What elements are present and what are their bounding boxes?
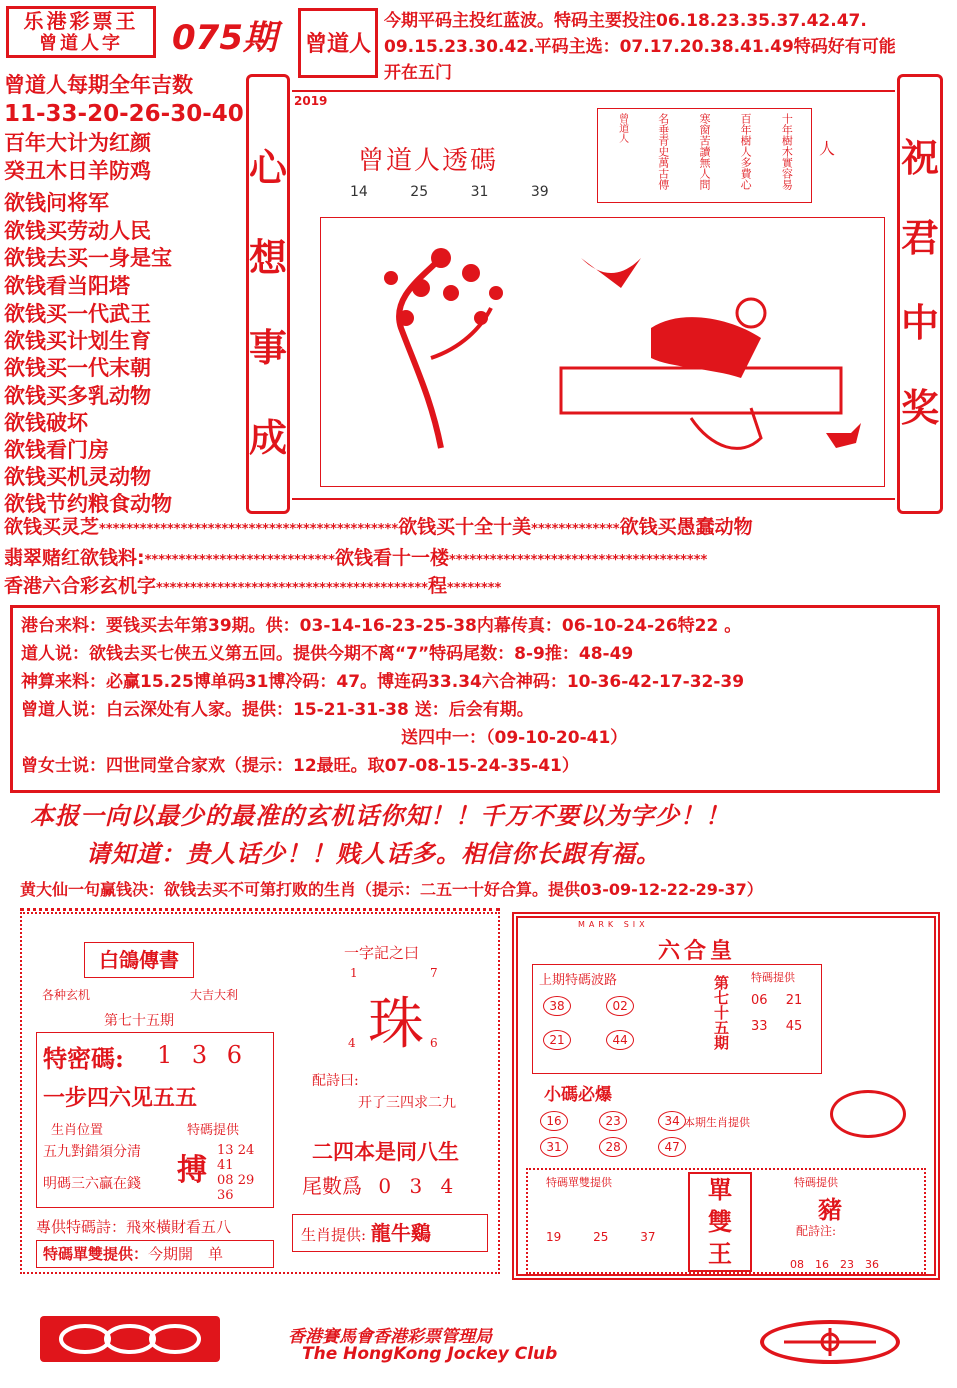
bl-zodiac-hint: 特碼提供	[187, 1123, 240, 1138]
info-text: 送四中一：（09-10-20-41）	[401, 728, 628, 748]
top-text-line-3: 开在五门	[384, 63, 452, 83]
br-sd-label: 特碼單雙提供	[546, 1176, 612, 1189]
bl-grid-num: 36	[217, 1188, 234, 1203]
left-line-1: 曾道人每期全年吉数	[4, 73, 193, 97]
logo	[6, 6, 156, 58]
long-line-1	[4, 513, 753, 544]
bl-grid-num: 29	[237, 1173, 255, 1188]
br-last-row-1	[539, 995, 638, 1016]
br-bottom-nums: 08 16 23 36	[790, 1258, 879, 1271]
footer-left-logo	[40, 1316, 220, 1362]
poem-col-4: 名垂青史萬古傳	[656, 113, 670, 190]
long-line-1-a: 欲钱买灵芝	[4, 516, 100, 538]
scroll-right-char-3: 中	[900, 300, 939, 345]
bm-poem-label: 配詩曰:	[312, 1073, 359, 1089]
long-line-3-stars: ****************************************	[156, 581, 428, 596]
footer-english: The HongKong Jockey Club	[302, 1344, 558, 1364]
br-sd-val: 25	[593, 1230, 609, 1244]
bl-grid-row-2	[217, 1173, 273, 1203]
bl-grid-num: 24	[237, 1143, 255, 1158]
br-small-row-1	[536, 1110, 690, 1131]
long-line-3-stars-2: ********	[446, 581, 502, 596]
scroll-paper	[292, 90, 895, 500]
long-line-1-b: 欲钱买十全十美	[398, 516, 532, 538]
scroll-right-char-4: 奖	[900, 385, 939, 430]
br-special-row-1	[751, 993, 802, 1008]
scroll-left-char-2: 想	[248, 235, 287, 280]
br-last-circle: 38	[543, 996, 571, 1016]
scroll-right-rod	[897, 74, 943, 514]
info-text: 要钱买去年第39期。供：03-14-16-23-25-38内幕传真：06-10-24-26特22 。	[106, 616, 742, 636]
top-text-line-1: 今期平码主投红蓝波。特码主要投注06.18.23.35.37.42.47.	[384, 11, 867, 31]
bl-grid-num: 13	[217, 1143, 234, 1158]
bm-corner-1: 1	[350, 966, 358, 980]
info-label: 曾道人说：	[21, 700, 106, 720]
bl-sd-label: 特碼單雙提供：	[43, 1245, 149, 1263]
left-line-9: 欲钱买一代武王	[4, 302, 151, 326]
bm-tail	[302, 1170, 459, 1199]
br-right-label: 特碼提供	[794, 1176, 838, 1189]
bm-title: 一字記之曰	[344, 944, 420, 962]
br-sd-val: 19	[546, 1230, 562, 1244]
bl-grid-row-1	[217, 1143, 273, 1173]
bl-grid-num: 41	[217, 1158, 234, 1173]
bl-sd-value: 今期開 单	[148, 1245, 224, 1263]
scroll-title: 曾道人透碼	[358, 146, 499, 176]
info-line-3	[21, 668, 929, 696]
br-issue: 第七十五期	[712, 975, 730, 1050]
info-line-5	[21, 724, 929, 752]
info-text: 白云深处有人家。提供：15-21-31-38 送：后会有期。	[106, 700, 534, 720]
br-small-circle: 16	[540, 1111, 568, 1131]
long-line-1-stars-2: *************	[531, 522, 620, 537]
scroll-numbers	[350, 184, 549, 200]
bm-poem: 开了三四求二九	[358, 1095, 456, 1111]
long-line-2	[4, 544, 707, 575]
scroll-number: 31	[470, 184, 489, 200]
left-line-12: 欲钱买多乳动物	[4, 384, 151, 408]
poem-box	[597, 108, 812, 203]
br-big-title-1: 單	[708, 1175, 732, 1204]
slogan-2: 请知道：贵人话少！！贱人话多。相信你长跟有福。	[86, 839, 661, 868]
scroll-number: 39	[530, 184, 549, 200]
scroll-left-char-3: 事	[248, 325, 287, 370]
left-line-16: 欲钱节约粮食动物	[4, 492, 172, 516]
bm-tail-value: 0 3 4	[378, 1174, 460, 1198]
bl-sub-left: 各种玄机	[42, 988, 91, 1002]
br-last-circle: 02	[606, 996, 634, 1016]
bm-corner-2: 7	[430, 966, 438, 980]
br-mark-strip: MARK SIX	[578, 920, 649, 929]
left-line-15: 欲钱买机灵动物	[4, 465, 151, 489]
left-line-11: 欲钱买一代末朝	[4, 356, 151, 380]
left-line-3: 百年大计为红颜	[4, 131, 151, 155]
painting-illustration	[321, 218, 884, 486]
left-line-13: 欲钱破坏	[4, 411, 88, 435]
br-special-num: 45	[785, 1019, 803, 1034]
poem-col-2: 百年樹人多費心	[739, 113, 753, 190]
info-box	[10, 605, 940, 793]
br-special-num: 21	[785, 993, 803, 1008]
left-line-2: 11-33-20-26-30-40	[4, 101, 244, 127]
br-last-label: 上期特碼波路	[539, 973, 618, 988]
info-label: 道人说：	[21, 644, 89, 664]
info-label: 港台来料：	[21, 616, 106, 636]
info-text: 四世同堂合家欢（提示：12最旺。取07-08-15-24-35-41）	[106, 756, 579, 776]
br-sd-val: 37	[640, 1230, 656, 1244]
br-small-circle: 23	[599, 1111, 627, 1131]
bm-corner-4: 6	[430, 1036, 438, 1050]
left-line-8: 欲钱看当阳塔	[4, 274, 130, 298]
info-text: 必赢15.25博单码31博冷码：47。博连码33.34六合神码：10-36-42-17-32-39	[106, 672, 745, 692]
bl-special-label: 特密碼:	[43, 1044, 124, 1073]
divider-dots	[20, 908, 500, 911]
long-line-2-b: 欲钱看十一楼	[334, 547, 449, 569]
long-line-3	[4, 572, 501, 603]
br-big-title-2: 雙	[708, 1207, 732, 1236]
br-sd-vals	[546, 1230, 656, 1244]
bm-corner-3: 4	[348, 1036, 356, 1050]
seal-text: 曾道人	[304, 31, 371, 57]
scroll-left-char-4: 成	[248, 415, 287, 460]
br-title: 六合皇	[658, 938, 737, 964]
br-special-num: 06	[751, 993, 768, 1008]
bl-line-2: 明碼三六贏在錢	[43, 1176, 141, 1192]
br-poem-label: 配詩注:	[796, 1224, 837, 1238]
br-lower-box	[526, 1168, 926, 1274]
br-right-char: 豬	[818, 1195, 842, 1224]
left-line-10: 欲钱买计划生育	[4, 329, 151, 353]
scroll-number: 25	[410, 184, 429, 200]
bl-special-nums: 1 3 6	[157, 1041, 249, 1069]
br-small-circle: 34	[658, 1111, 686, 1131]
bottom-right-panel	[512, 912, 940, 1280]
br-special-num: 33	[751, 1019, 768, 1034]
scroll-left-rod	[246, 74, 290, 514]
issue-number: 075期	[172, 18, 277, 58]
poem-col-3: 寒窗苦讀無人問	[697, 113, 711, 190]
bl-issue: 第七十五期	[104, 1013, 174, 1029]
top-text-line-2: 09.15.23.30.42.平码主选：07.17.20.38.41.49特码好有可能	[384, 37, 896, 57]
logo-bottom: 曾道人字	[39, 33, 123, 54]
bl-sub-right: 大吉大利	[190, 988, 239, 1002]
bl-line-1: 五九對錯須分清	[43, 1144, 141, 1160]
bl-zodiac-label: 生肖位置	[51, 1123, 104, 1138]
br-last-row-2	[539, 1029, 638, 1050]
scroll-left-char-1: 心	[248, 145, 287, 190]
long-line-3-a: 香港六合彩玄机字	[4, 575, 157, 597]
scroll-right-char-2: 君	[900, 215, 939, 260]
br-small-circle: 47	[658, 1137, 686, 1157]
left-line-14: 欲钱看门房	[4, 438, 109, 462]
logo-top: 乐港彩票王	[23, 9, 139, 33]
info-label: 曾女士说：	[21, 756, 106, 776]
info-line-4	[21, 696, 929, 724]
painting-frame	[320, 217, 885, 487]
br-special-label: 特碼提供	[751, 971, 795, 984]
br-zodiac-hint: 本期生肖提供	[684, 1116, 750, 1129]
left-line-7: 欲钱去买一身是宝	[4, 246, 172, 270]
bl-title: 白鴿傳書	[84, 942, 194, 978]
bm-zodiac-value: 龍牛鷄	[370, 1221, 431, 1245]
br-small-circle: 31	[540, 1137, 568, 1157]
long-line-3-b: 程	[427, 575, 447, 597]
info-line-2	[21, 640, 929, 668]
long-line-2-stars: ****************************	[144, 553, 335, 568]
bm-big-char: 珠	[368, 992, 424, 1057]
info-line-1	[21, 612, 929, 640]
br-top-box	[532, 964, 822, 1074]
bl-single-double	[36, 1240, 274, 1268]
br-big-title-3: 王	[708, 1239, 732, 1268]
long-line-2-stars-2: **************************************	[448, 553, 708, 568]
scroll-badge: 2019	[294, 94, 328, 108]
bm-tail-label: 尾數爲	[302, 1174, 362, 1198]
footer-chinese: 香港賽馬會香港彩票管理局	[288, 1327, 492, 1347]
br-last-circle: 44	[606, 1030, 634, 1050]
bl-phrase: 一步四六见五五	[43, 1085, 198, 1111]
scroll-side-char: 人	[819, 139, 836, 158]
left-line-6: 欲钱买劳动人民	[4, 219, 151, 243]
br-emblem	[830, 1090, 906, 1138]
long-line-2-a: 翡翠赌红欲钱料:	[4, 547, 145, 569]
footer-emblem-icon	[764, 1324, 896, 1360]
bm-zodiac	[292, 1214, 488, 1252]
br-last-circle: 21	[543, 1030, 571, 1050]
bottom-left-panel	[20, 912, 500, 1274]
bl-special-box	[36, 1032, 274, 1208]
bl-bo: 搏	[177, 1153, 207, 1188]
long-line-1-c: 欲钱买愚蠢动物	[619, 516, 753, 538]
footer-right-emblem	[760, 1320, 900, 1364]
info-text: 欲钱去买七侠五义第五回。提供今期不离“7”特码尾数：8-9推：48-49	[89, 644, 634, 664]
long-line-1-stars: ********************************************	[99, 522, 399, 537]
br-small-label: 小碼必爆	[544, 1085, 612, 1105]
bl-grid-num: 08	[217, 1173, 234, 1188]
br-special-row-2	[751, 1019, 802, 1034]
bl-expert: 專供特碼詩：飛來橫財看五八	[36, 1218, 232, 1236]
huang-line: 黄大仙一句赢钱决：欲钱去买不可第打败的生肖（提示：二五一十好合算。提供03-09-12-22-29-37）	[20, 880, 763, 899]
scroll-number: 14	[350, 184, 368, 200]
info-label: 神算来料：	[21, 672, 106, 692]
seal	[298, 8, 378, 78]
left-line-5: 欲钱问将军	[4, 191, 109, 215]
br-small-circle: 28	[599, 1137, 627, 1157]
slogan-1: 本报一向以最少的最准的玄机话你知！！千万不要以为字少！！	[30, 801, 730, 830]
scroll-right-char-1: 祝	[900, 135, 939, 180]
br-small-row-2	[536, 1136, 690, 1157]
bm-zodiac-label: 生肖提供:	[301, 1226, 367, 1244]
br-big-title	[688, 1172, 752, 1272]
top-text	[384, 8, 944, 86]
footer-knot-icon	[40, 1316, 220, 1362]
left-line-4: 癸丑木日羊防鸡	[4, 159, 151, 183]
poem-col-1: 十年樹木實容易	[780, 113, 794, 190]
poem-col-5: 曾道人	[616, 113, 628, 143]
info-line-6	[21, 752, 929, 780]
bm-line-1: 二四本是同八生	[312, 1140, 459, 1164]
